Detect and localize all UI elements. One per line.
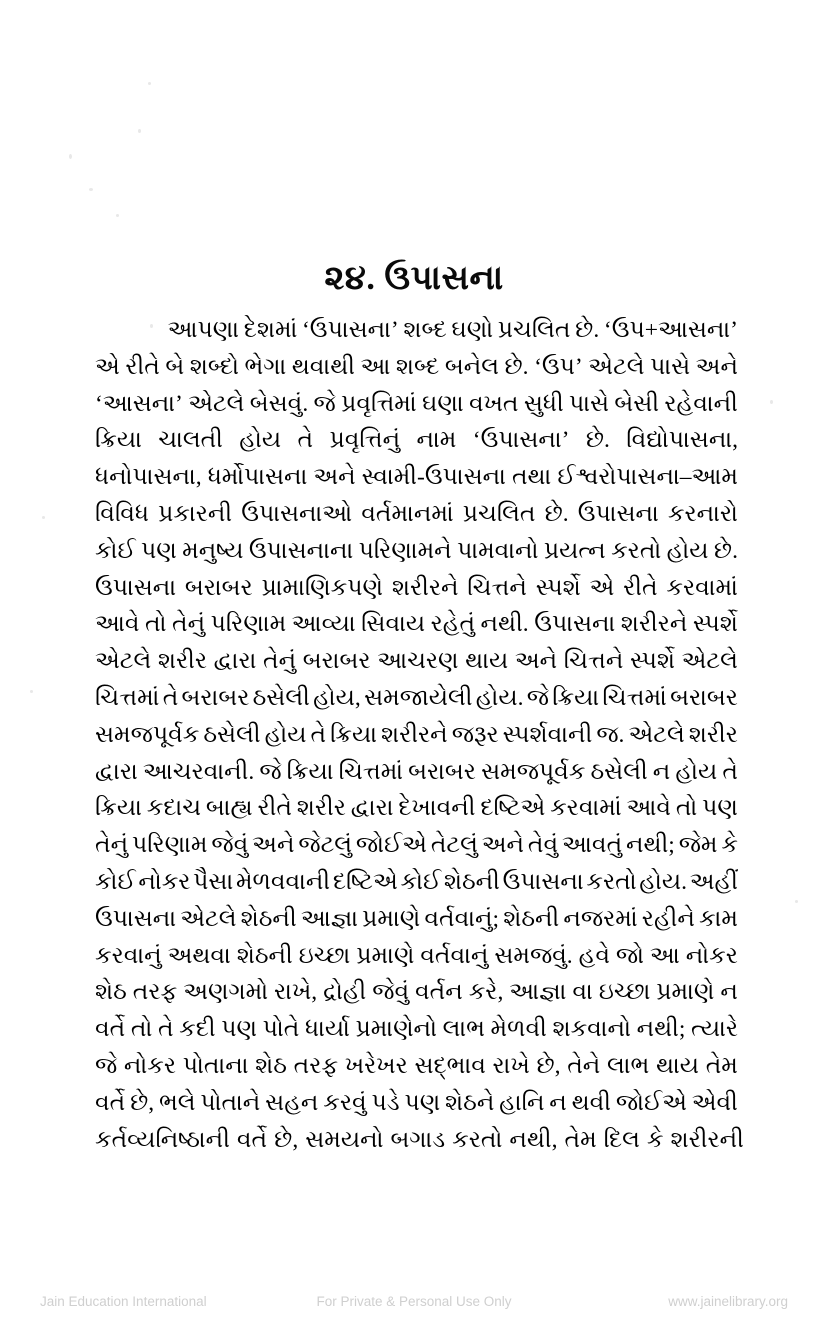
word: ન bbox=[652, 758, 671, 785]
text-line bbox=[95, 901, 738, 938]
word: કરવું bbox=[323, 1089, 367, 1116]
word: બરાબર bbox=[408, 758, 476, 785]
word: સમજપૂર્વક bbox=[95, 721, 200, 748]
word: ચાલતી bbox=[158, 427, 223, 454]
word: આવ્યા bbox=[291, 611, 356, 638]
word: આવતું bbox=[562, 832, 623, 859]
word: સ્પર્શે bbox=[535, 574, 581, 601]
word: ચિત્તમાં bbox=[602, 684, 667, 711]
text-line bbox=[95, 1085, 738, 1122]
word: પ્રચલિત bbox=[462, 500, 536, 527]
word: પરિણામ bbox=[210, 611, 287, 638]
word: શેઠને bbox=[445, 1089, 495, 1116]
scan-speck bbox=[89, 188, 93, 191]
word: રહેતું bbox=[430, 611, 476, 638]
text-line bbox=[95, 643, 738, 680]
scan-speck bbox=[795, 900, 798, 903]
word: ઉપાસનાઓ bbox=[241, 500, 353, 527]
word: હોય, bbox=[313, 684, 361, 711]
word: કરવાનું bbox=[95, 942, 162, 969]
word: પરિણામને bbox=[358, 537, 452, 564]
word: દષ્ટિએ bbox=[480, 795, 546, 822]
word: ભેગા bbox=[244, 353, 287, 380]
text-line bbox=[95, 1048, 738, 1085]
word: કોઈ bbox=[400, 868, 442, 895]
word: લાભ bbox=[606, 1052, 650, 1079]
word: શેઠની bbox=[236, 942, 293, 969]
word: હોય bbox=[264, 721, 307, 748]
word: એટલે bbox=[180, 905, 237, 932]
word: જે bbox=[313, 390, 336, 417]
word: પણ bbox=[221, 1016, 257, 1043]
word: સમયનો bbox=[305, 1126, 384, 1153]
word: ઠસેલી bbox=[252, 684, 310, 711]
text-line bbox=[95, 349, 738, 386]
word: પ્રયત્ન bbox=[543, 537, 606, 564]
word: છે. bbox=[713, 537, 738, 564]
word: ચિત્તને bbox=[467, 574, 527, 601]
word: સમજપૂર્વક bbox=[481, 758, 586, 785]
scan-speck bbox=[69, 154, 72, 159]
word: છે. bbox=[575, 317, 600, 343]
word: જેવું bbox=[211, 832, 249, 859]
word: પણ bbox=[404, 1089, 441, 1116]
text-line bbox=[95, 606, 738, 643]
text-line bbox=[95, 938, 738, 975]
word: નોકર bbox=[685, 942, 738, 969]
word: ધનોપાસના, bbox=[95, 464, 202, 491]
word: પ્રચલિત bbox=[497, 317, 571, 343]
word: પ્રવૃત્તિનું bbox=[329, 427, 401, 454]
word: એટલે bbox=[95, 648, 152, 675]
word: શરીર bbox=[296, 795, 346, 822]
word: ઉપાસના bbox=[95, 905, 177, 932]
word: તેમ bbox=[564, 1126, 597, 1153]
word: સમજવું. bbox=[494, 942, 573, 969]
word: ક્રિયા bbox=[552, 684, 600, 711]
word: રાખે, bbox=[274, 979, 318, 1006]
word: તો bbox=[130, 1016, 153, 1043]
word: કરતો bbox=[611, 537, 662, 564]
word: ક્રિયા bbox=[286, 758, 334, 785]
word: બેસવું. bbox=[249, 390, 309, 417]
text-line bbox=[95, 1122, 744, 1159]
word: આવે bbox=[626, 795, 671, 822]
word: ‘ઉપ+આસના’ bbox=[603, 317, 738, 343]
word: રીતે bbox=[125, 353, 160, 380]
word: થવાથી bbox=[291, 353, 355, 380]
word: ઉપાસના bbox=[95, 574, 177, 601]
word: પોતાના bbox=[182, 1052, 249, 1079]
word: કરે, bbox=[468, 979, 504, 1006]
word: આ bbox=[360, 353, 391, 380]
word: વર્તમાનમાં bbox=[361, 500, 454, 527]
word: પ્રામાણિકપણે bbox=[261, 574, 384, 601]
word: બાહ્ય bbox=[205, 795, 253, 822]
word: શબ્દ bbox=[395, 353, 440, 380]
word: તેમ bbox=[705, 1052, 738, 1079]
word: વિદ્યોપાસના, bbox=[626, 427, 738, 454]
word: તે bbox=[297, 427, 314, 454]
word: તે bbox=[157, 1016, 174, 1043]
word: ન bbox=[720, 979, 738, 1006]
word: નથી. bbox=[480, 611, 529, 638]
word: પ્રમાણેનો bbox=[355, 1016, 437, 1043]
scan-speck bbox=[770, 400, 773, 404]
word: પ્રમાણે bbox=[356, 942, 415, 969]
word: જેટલું bbox=[298, 832, 353, 859]
word: ક્રિયા bbox=[330, 721, 378, 748]
word: સહન bbox=[265, 1089, 319, 1116]
word: જ. bbox=[596, 721, 625, 748]
word: શરીરને bbox=[391, 574, 459, 601]
word: પોતાને bbox=[200, 1089, 261, 1116]
page-footer bbox=[0, 1294, 828, 1318]
word: ઉપાસના bbox=[502, 868, 584, 895]
word: આવે bbox=[95, 611, 140, 638]
word: તેવું bbox=[527, 832, 559, 859]
text-line bbox=[95, 974, 738, 1011]
word: પાસે bbox=[650, 353, 691, 380]
word: જે bbox=[259, 758, 282, 785]
scan-speck bbox=[42, 516, 45, 519]
word: વર્તવાનું bbox=[420, 942, 489, 969]
word: તેને bbox=[567, 1052, 601, 1079]
word: ઠસેલી bbox=[203, 721, 261, 748]
word: જો bbox=[615, 942, 644, 969]
word: તેનું bbox=[172, 611, 206, 638]
text-line bbox=[95, 422, 738, 459]
word: નથી, bbox=[509, 1126, 558, 1153]
word: નોકર bbox=[138, 868, 191, 895]
word: તરફ bbox=[293, 1052, 339, 1079]
word: ખરેખર bbox=[344, 1052, 408, 1079]
word: બનેલ bbox=[444, 353, 499, 380]
word: શેઠની bbox=[240, 905, 297, 932]
footer-website-url[interactable]: www.jainelibrary.org bbox=[668, 1294, 788, 1309]
word: તથા bbox=[511, 464, 552, 491]
word: શરીર bbox=[688, 721, 738, 748]
word: જોઈએ bbox=[355, 832, 427, 859]
word: સદ્‌ભાવ bbox=[414, 1052, 486, 1079]
page-title: ૨૪. ઉપાસના bbox=[324, 259, 504, 297]
word: શેઠ bbox=[255, 1052, 287, 1079]
word: ઇચ્છા bbox=[298, 942, 351, 969]
word: હોય. bbox=[475, 684, 524, 711]
word: વા bbox=[572, 979, 593, 1006]
word: રીતે bbox=[257, 795, 292, 822]
word: ‘આસના’ bbox=[95, 390, 183, 417]
word: ઉપાસના bbox=[534, 611, 616, 638]
word: અને bbox=[481, 832, 525, 859]
text-line bbox=[95, 312, 738, 349]
word: અને bbox=[514, 648, 558, 675]
word: ચિત્તને bbox=[563, 648, 624, 675]
word: દષ્ટિએ bbox=[332, 868, 398, 895]
scan-speck bbox=[30, 690, 33, 693]
word: સિવાય bbox=[361, 611, 426, 638]
word: રહીને bbox=[641, 905, 695, 932]
word: રહેવાની bbox=[664, 390, 738, 417]
word: સ્પર્શે bbox=[629, 648, 675, 675]
word: છે, bbox=[536, 1052, 561, 1079]
word: મેળવી bbox=[490, 1016, 547, 1043]
word: સુધી bbox=[523, 390, 564, 417]
word: હોય bbox=[239, 427, 282, 454]
word: શેઠ bbox=[95, 979, 127, 1006]
word: દેખાવની bbox=[398, 795, 476, 822]
word: આજ્ઞા bbox=[509, 979, 567, 1006]
word: વિવિધ bbox=[95, 500, 150, 527]
word: ઉપાસના bbox=[577, 500, 659, 527]
body-text bbox=[95, 312, 744, 1158]
word: તેનું bbox=[263, 648, 297, 675]
word: કરવામાં bbox=[550, 795, 622, 822]
word: લાભ bbox=[442, 1016, 485, 1043]
word: વર્તે bbox=[95, 1089, 126, 1116]
word: તો bbox=[675, 795, 698, 822]
word: બરાબર bbox=[181, 684, 250, 711]
word: વર્તે bbox=[236, 1126, 268, 1153]
word: ‘ઉપ’ bbox=[534, 353, 583, 380]
word: નથી; bbox=[626, 832, 675, 859]
word: તો bbox=[145, 611, 167, 638]
text-line bbox=[95, 533, 738, 570]
word: પ્રમાણે bbox=[362, 905, 421, 932]
word: ઇચ્છા bbox=[598, 979, 651, 1006]
word: મેળવવાની bbox=[235, 868, 331, 895]
word: ‘ઉપાસના’ bbox=[472, 427, 570, 454]
word: સ્પર્શે bbox=[692, 611, 738, 638]
word: શરીરની bbox=[670, 1126, 744, 1153]
word: કદી bbox=[179, 1016, 216, 1043]
paragraph-indent bbox=[95, 312, 163, 349]
word: મનુષ્ય bbox=[182, 537, 244, 564]
word: હવે bbox=[578, 942, 610, 969]
word: સમજાયેલી bbox=[364, 684, 473, 711]
word: અથવા bbox=[167, 942, 231, 969]
word: ધર્મોપાસના bbox=[207, 464, 308, 491]
word: ત્યારે bbox=[691, 1016, 738, 1043]
text-line bbox=[95, 386, 738, 423]
word: એટલે bbox=[588, 353, 645, 380]
word: છે, bbox=[274, 1126, 299, 1153]
word: તેટલું bbox=[430, 832, 478, 859]
word: એ bbox=[95, 353, 120, 380]
footer-usage-notice: For Private & Personal Use Only bbox=[316, 1294, 512, 1309]
word: પણ bbox=[141, 537, 177, 564]
text-line bbox=[95, 1011, 738, 1048]
word: જેમ bbox=[678, 832, 718, 859]
word: અને bbox=[313, 464, 356, 491]
text-line bbox=[95, 496, 738, 533]
word: છે. bbox=[504, 353, 529, 380]
word: તે bbox=[722, 758, 738, 785]
word: જે bbox=[95, 1052, 118, 1079]
word: પડે bbox=[371, 1089, 400, 1116]
word: ઈશ્વરોપાસના–આમ bbox=[557, 464, 738, 491]
word: આ bbox=[649, 942, 680, 969]
word: આચરણ bbox=[377, 648, 459, 675]
word: ઘણા bbox=[421, 390, 464, 417]
word: પ્રમાણે bbox=[656, 979, 715, 1006]
word: શરીર bbox=[157, 648, 208, 675]
word: ચિત્તમાં bbox=[95, 684, 160, 711]
word: કર્તવ્યનિષ્ઠાની bbox=[95, 1126, 230, 1153]
word: શબ્દ bbox=[403, 317, 447, 343]
word: રાખે bbox=[492, 1052, 530, 1079]
word: છે. bbox=[544, 500, 569, 527]
word: શેઠની bbox=[443, 868, 500, 895]
word: પામવાનો bbox=[457, 537, 539, 564]
word: થાય bbox=[465, 648, 509, 675]
word: નજરમાં bbox=[563, 905, 638, 932]
word: હોય bbox=[675, 758, 718, 785]
word: તે bbox=[310, 721, 327, 748]
word: હોય. bbox=[639, 868, 688, 895]
text-line bbox=[95, 754, 738, 791]
word: એ bbox=[589, 574, 615, 601]
word: વખત bbox=[468, 390, 519, 417]
word: વર્તે bbox=[95, 1016, 126, 1043]
word: જરૂર bbox=[451, 721, 499, 748]
word: વર્તન bbox=[415, 979, 463, 1006]
word: એટલે bbox=[681, 648, 738, 675]
word: તરફ bbox=[132, 979, 178, 1006]
word: એટલે bbox=[188, 390, 245, 417]
word: હોય bbox=[666, 537, 709, 564]
word: આપણા bbox=[167, 317, 240, 343]
word: છે, bbox=[130, 1089, 155, 1116]
scan-speck bbox=[116, 214, 119, 217]
word: અહીં bbox=[689, 868, 738, 895]
word: કરતો bbox=[586, 868, 637, 895]
word: ન bbox=[549, 1089, 567, 1116]
word: બરાબર bbox=[184, 574, 253, 601]
word: પ્રવૃત્તિમાં bbox=[341, 390, 417, 417]
word: ભલે bbox=[158, 1089, 196, 1116]
word: છે. bbox=[585, 427, 610, 454]
word: સ્વામી-ઉપાસના bbox=[361, 464, 506, 491]
word: રીતે bbox=[623, 574, 658, 601]
word: અને bbox=[252, 832, 295, 859]
word: દ્વારા bbox=[213, 648, 257, 675]
word: કે bbox=[646, 1126, 664, 1153]
word: જોઈએ bbox=[615, 1089, 687, 1116]
word: નામ bbox=[416, 427, 457, 454]
word: બેસી bbox=[614, 390, 660, 417]
word: શેઠની bbox=[503, 905, 560, 932]
word: પ્રકારની bbox=[158, 500, 233, 527]
word: કરતો bbox=[452, 1126, 503, 1153]
word: પાસે bbox=[569, 390, 610, 417]
word: ઠસેલી bbox=[590, 758, 648, 785]
word: અને bbox=[695, 353, 738, 380]
word: નથી; bbox=[636, 1016, 686, 1043]
word: ‘ઉપાસના’ bbox=[301, 317, 399, 343]
word: આચરવાની. bbox=[142, 758, 255, 785]
word: આજ્ઞા bbox=[300, 905, 358, 932]
word: ક્રિયા bbox=[95, 427, 142, 454]
word: કામ bbox=[699, 905, 738, 932]
word: પરિણામ bbox=[131, 832, 208, 859]
text-line bbox=[95, 680, 738, 717]
word: પૈસા bbox=[193, 868, 234, 895]
word: શરીરને bbox=[620, 611, 688, 638]
word: કોઈ bbox=[95, 537, 136, 564]
word: દ્વારા bbox=[95, 758, 138, 785]
text-line bbox=[95, 459, 738, 496]
word: હાનિ bbox=[499, 1089, 545, 1116]
word: વર્તવાનું; bbox=[424, 905, 500, 932]
word: બરાબર bbox=[670, 684, 738, 711]
scan-speck bbox=[138, 129, 141, 133]
word: કોઈ bbox=[95, 868, 136, 895]
word: થાય bbox=[655, 1052, 700, 1079]
text-line bbox=[95, 570, 738, 607]
word: ઉપાસનાના bbox=[248, 537, 354, 564]
word: ધાર્યા bbox=[304, 1016, 350, 1043]
word: શબ્દો bbox=[189, 353, 239, 380]
word: કરનારો bbox=[667, 500, 738, 527]
text-line bbox=[95, 827, 738, 864]
word: પોતે bbox=[262, 1016, 300, 1043]
word: જે bbox=[526, 684, 549, 711]
word: પણ bbox=[702, 795, 738, 822]
word: અણગમો bbox=[183, 979, 269, 1006]
word: ઘણો bbox=[451, 317, 494, 343]
word: જેવું bbox=[372, 979, 410, 1006]
word: શકવાનો bbox=[552, 1016, 631, 1043]
word: બે bbox=[165, 353, 185, 380]
word: નોકર bbox=[123, 1052, 177, 1079]
word: બગાડ bbox=[390, 1126, 446, 1153]
word: ચિત્તમાં bbox=[338, 758, 404, 785]
text-line bbox=[95, 790, 738, 827]
word: દિલ bbox=[603, 1126, 640, 1153]
word: ક્રિયા bbox=[95, 795, 142, 822]
word: શરીરને bbox=[381, 721, 448, 748]
word: તેનું bbox=[95, 832, 129, 859]
word: કદાચ bbox=[146, 795, 202, 822]
text-line bbox=[95, 864, 738, 901]
word: તે bbox=[162, 684, 179, 711]
word: દેશમાં bbox=[243, 317, 298, 343]
word: દ્વારા bbox=[350, 795, 394, 822]
word: એવી bbox=[691, 1089, 738, 1116]
word: કરવામાં bbox=[666, 574, 738, 601]
scan-speck bbox=[148, 82, 151, 85]
word: બરાબર bbox=[302, 648, 371, 675]
word: દ્રોહી bbox=[323, 979, 367, 1006]
text-line bbox=[95, 717, 738, 754]
word: થવી bbox=[571, 1089, 612, 1116]
footer-publisher: Jain Education International bbox=[40, 1294, 207, 1309]
word: એટલે bbox=[628, 721, 685, 748]
word: કે bbox=[721, 832, 738, 859]
word: સ્પર્શવાની bbox=[502, 721, 593, 748]
